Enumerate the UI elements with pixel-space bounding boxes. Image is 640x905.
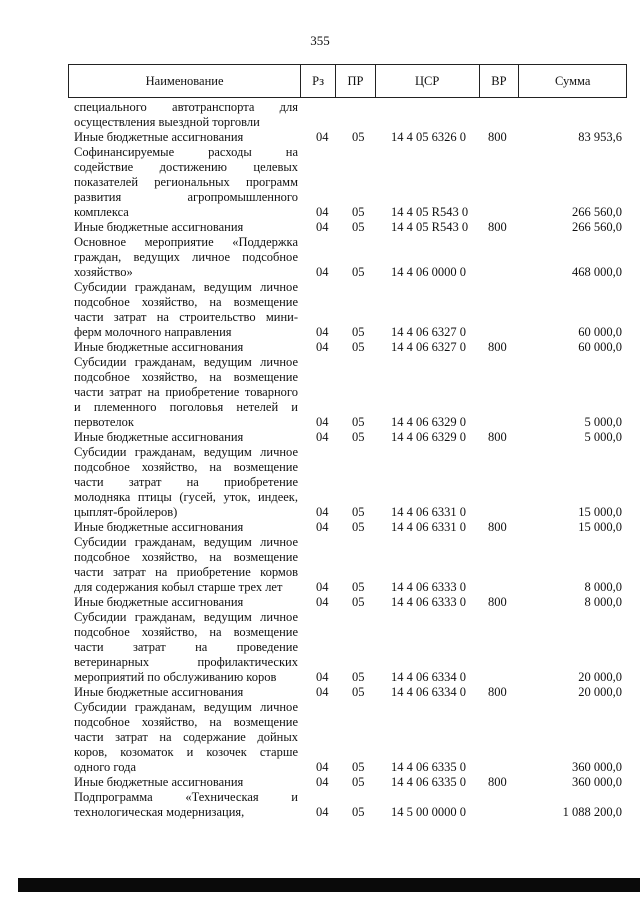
row-name <box>74 100 298 130</box>
row-name-line: Субсидии гражданам, ведущим личное <box>74 445 298 459</box>
row-rz: 04 <box>316 670 329 684</box>
row-pr: 05 <box>352 595 365 609</box>
header-name: Наименование <box>69 65 301 97</box>
row-rz: 04 <box>316 340 329 354</box>
row-name-line: части затрат на приобретение кормов <box>74 565 298 579</box>
row-pr: 05 <box>352 505 365 519</box>
row-csr: 14 4 06 6327 0 <box>391 340 466 354</box>
row-name-line: части затрат на строительство мини- <box>74 310 298 324</box>
table-row <box>0 280 640 340</box>
row-rz: 04 <box>316 415 329 429</box>
row-csr: 14 4 06 6334 0 <box>391 670 466 684</box>
row-rz: 04 <box>316 220 329 234</box>
row-name-line: части затрат на содержание дойных <box>74 730 298 744</box>
row-pr: 05 <box>352 685 365 699</box>
row-sum: 20 000,0 <box>578 670 622 684</box>
row-csr: 14 4 06 6333 0 <box>391 595 466 609</box>
row-name-line: Иные бюджетные ассигнования <box>74 775 244 789</box>
row-name-line: граждан, ведущих личное подсобное <box>74 250 298 264</box>
header-rz: Рз <box>301 65 336 97</box>
row-csr: 14 4 06 6329 0 <box>391 430 466 444</box>
row-name-line: технологическая модернизация, <box>74 805 245 819</box>
row-csr: 14 4 06 6331 0 <box>391 520 466 534</box>
header-sum: Сумма <box>554 73 591 88</box>
row-csr: 14 4 05 R543 0 <box>391 220 469 234</box>
row-vr: 800 <box>488 775 507 789</box>
row-pr: 05 <box>352 325 365 339</box>
row-name-line: мероприятий по обслуживанию коров <box>74 670 277 684</box>
row-csr: 14 4 06 6327 0 <box>391 325 466 339</box>
row-csr: 14 4 06 6335 0 <box>391 775 466 789</box>
row-name <box>74 610 298 685</box>
row-vr: 800 <box>488 130 507 144</box>
table-row <box>0 100 640 130</box>
table-row <box>0 610 640 685</box>
row-name-line: хозяйство» <box>74 265 133 279</box>
row-name-line: подсобное хозяйство, на возмещение <box>74 460 298 474</box>
row-rz: 04 <box>316 775 329 789</box>
row-sum: 83 953,6 <box>578 130 622 144</box>
row-name-line: одного года <box>74 760 136 774</box>
row-sum: 15 000,0 <box>578 505 622 519</box>
row-name-line: части затрат на приобретение <box>74 475 298 489</box>
row-vr: 800 <box>488 340 507 354</box>
row-pr: 05 <box>352 580 365 594</box>
row-sum: 1 088 200,0 <box>562 805 622 819</box>
row-name <box>74 685 298 700</box>
row-csr: 14 4 06 6333 0 <box>391 580 466 594</box>
row-pr: 05 <box>352 265 365 279</box>
row-rz: 04 <box>316 805 329 819</box>
row-name-line: ветеринарных профилактических <box>74 655 298 669</box>
row-name-line: молодняка птицы (гусей, уток, индеек, <box>74 490 298 504</box>
row-name-line: Софинансируемые расходы на <box>74 145 298 159</box>
table-row <box>0 700 640 775</box>
row-pr: 05 <box>352 130 365 144</box>
row-pr: 05 <box>352 805 365 819</box>
row-pr: 05 <box>352 220 365 234</box>
row-rz: 04 <box>316 595 329 609</box>
row-sum: 15 000,0 <box>578 520 622 534</box>
header-pr: ПР <box>336 65 376 97</box>
row-name <box>74 595 298 610</box>
row-name-line: Иные бюджетные ассигнования <box>74 430 244 444</box>
row-sum: 5 000,0 <box>584 415 622 429</box>
scan-edge-bar <box>18 878 640 892</box>
row-sum: 266 560,0 <box>572 205 622 219</box>
row-name-line: Подпрограмма «Техническая и <box>74 790 298 804</box>
row-name-line: первотелок <box>74 415 134 429</box>
row-csr: 14 4 05 6326 0 <box>391 130 466 144</box>
row-name <box>74 535 298 595</box>
row-sum: 266 560,0 <box>572 220 622 234</box>
row-name <box>74 775 298 790</box>
row-csr: 14 4 06 6331 0 <box>391 505 466 519</box>
row-sum: 8 000,0 <box>584 580 622 594</box>
row-pr: 05 <box>352 670 365 684</box>
row-vr: 800 <box>488 430 507 444</box>
row-pr: 05 <box>352 415 365 429</box>
row-name-line: подсобное хозяйство, на возмещение <box>74 550 298 564</box>
row-name-line: Субсидии гражданам, ведущим личное <box>74 700 298 714</box>
row-name-line: цыплят-бройлеров) <box>74 505 178 519</box>
row-csr: 14 5 00 0000 0 <box>391 805 466 819</box>
row-name-line: Субсидии гражданам, ведущим личное <box>74 610 298 624</box>
row-name <box>74 235 298 280</box>
row-name <box>74 355 298 430</box>
table-row <box>0 220 640 235</box>
row-name <box>74 220 298 235</box>
row-pr: 05 <box>352 340 365 354</box>
row-csr: 14 4 06 6329 0 <box>391 415 466 429</box>
row-name <box>74 340 298 355</box>
row-rz: 04 <box>316 430 329 444</box>
row-name <box>74 700 298 775</box>
row-pr: 05 <box>352 760 365 774</box>
row-name-line: для содержания кобыл старше трех лет <box>74 580 283 594</box>
row-pr: 05 <box>352 520 365 534</box>
table-row <box>0 790 640 820</box>
row-sum: 360 000,0 <box>572 775 622 789</box>
row-name-line: Субсидии гражданам, ведущим личное <box>74 535 298 549</box>
row-name <box>74 445 298 520</box>
row-pr: 05 <box>352 205 365 219</box>
row-name-line: Иные бюджетные ассигнования <box>74 220 244 234</box>
row-name <box>74 520 298 535</box>
row-csr: 14 4 06 6334 0 <box>391 685 466 699</box>
row-name <box>74 130 298 145</box>
row-sum: 468 000,0 <box>572 265 622 279</box>
row-name-line: Иные бюджетные ассигнования <box>74 130 244 144</box>
table-row <box>0 445 640 520</box>
row-name-line: специального автотранспорта для <box>74 100 298 114</box>
row-name-line: комплекса <box>74 205 129 219</box>
row-name-line: Иные бюджетные ассигнования <box>74 520 244 534</box>
row-name-line: Иные бюджетные ассигнования <box>74 340 244 354</box>
table-row <box>0 430 640 445</box>
table-row <box>0 145 640 220</box>
row-name <box>74 280 298 340</box>
row-sum: 60 000,0 <box>578 340 622 354</box>
table-row <box>0 595 640 610</box>
row-name-line: осуществления выездной торговли <box>74 115 260 129</box>
row-sum: 5 000,0 <box>584 430 622 444</box>
row-rz: 04 <box>316 760 329 774</box>
row-name-line: развития агропромышленного <box>74 190 298 204</box>
row-name-line: ферм молочного направления <box>74 325 232 339</box>
row-rz: 04 <box>316 505 329 519</box>
table-row <box>0 130 640 145</box>
row-name-line: и племенного поголовья нетелей и <box>74 400 298 414</box>
header-csr: ЦСР <box>376 65 480 97</box>
table-row <box>0 340 640 355</box>
table-row <box>0 520 640 535</box>
row-sum: 360 000,0 <box>572 760 622 774</box>
row-name-line: подсобное хозяйство, на возмещение <box>74 625 298 639</box>
row-csr: 14 4 05 R543 0 <box>391 205 469 219</box>
row-name <box>74 145 298 220</box>
row-name-line: Иные бюджетные ассигнования <box>74 685 244 699</box>
row-rz: 04 <box>316 130 329 144</box>
row-name-line: Иные бюджетные ассигнования <box>74 595 244 609</box>
row-sum: 8 000,0 <box>584 595 622 609</box>
row-vr: 800 <box>488 685 507 699</box>
row-csr: 14 4 06 0000 0 <box>391 265 466 279</box>
row-name-line: показателей региональных программ <box>74 175 298 189</box>
row-rz: 04 <box>316 580 329 594</box>
row-rz: 04 <box>316 205 329 219</box>
row-name-line: Субсидии гражданам, ведущим личное <box>74 355 298 369</box>
row-rz: 04 <box>316 520 329 534</box>
table-row <box>0 775 640 790</box>
table-row <box>0 685 640 700</box>
row-rz: 04 <box>316 685 329 699</box>
row-name-line: содействие достижению целевых <box>74 160 298 174</box>
row-sum: 60 000,0 <box>578 325 622 339</box>
page-number: 355 <box>310 33 330 48</box>
row-vr: 800 <box>488 220 507 234</box>
row-name-line: коров, козоматок и козочек старше <box>74 745 298 759</box>
table-row <box>0 355 640 430</box>
row-rz: 04 <box>316 325 329 339</box>
row-pr: 05 <box>352 775 365 789</box>
row-pr: 05 <box>352 430 365 444</box>
row-sum: 20 000,0 <box>578 685 622 699</box>
row-name-line: части затрат на приобретение товарного <box>74 385 298 399</box>
row-name-line: подсобное хозяйство, на возмещение <box>74 370 298 384</box>
row-name-line: Субсидии гражданам, ведущим личное <box>74 280 298 294</box>
row-vr: 800 <box>488 520 507 534</box>
row-csr: 14 4 06 6335 0 <box>391 760 466 774</box>
row-rz: 04 <box>316 265 329 279</box>
table-header <box>68 64 627 98</box>
row-name <box>74 790 298 820</box>
row-name-line: Основное мероприятие «Поддержка <box>74 235 298 249</box>
row-name-line: подсобное хозяйство, на возмещение <box>74 295 298 309</box>
row-name <box>74 430 298 445</box>
table-row <box>0 535 640 595</box>
row-vr: 800 <box>488 595 507 609</box>
row-name-line: подсобное хозяйство, на возмещение <box>74 715 298 729</box>
header-vr: ВР <box>480 65 520 97</box>
row-name-line: части затрат на проведение <box>74 640 298 654</box>
table-row <box>0 235 640 280</box>
